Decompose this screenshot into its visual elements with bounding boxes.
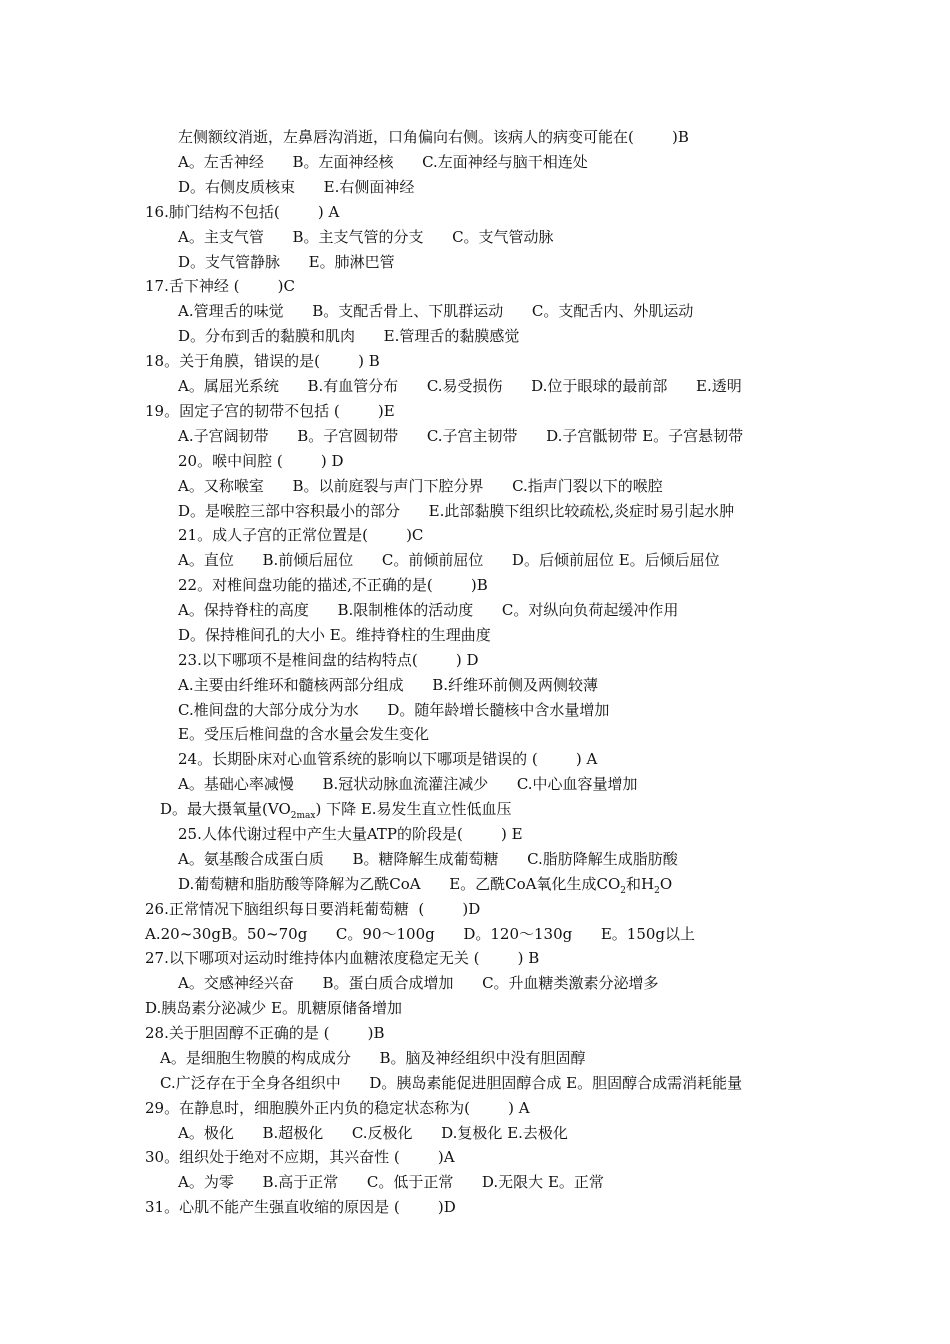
question-17-options-2: D。分布到舌的黏膜和肌肉 E.管理舌的黏膜感觉 [178, 327, 520, 345]
question-24-options-2: D。最大摄氧量$(VO_{2max})$ 下降 E.易发生直立性低血压 [160, 800, 512, 821]
question-25-options-1: A。氨基酸合成蛋白质 B。糖降解生成葡萄糖 C.脂肪降解生成脂肪酸 [178, 850, 678, 868]
question-28-options-1: A。是细胞生物膜的构成成分 B。脑及神经组织中没有胆固醇 [160, 1049, 586, 1067]
question-20-options-1: A。又称喉室 B。以前庭裂与声门下腔分界 C.指声门裂以下的喉腔 [178, 477, 663, 495]
question-27-options-2: D.胰岛素分泌减少 E。肌糖原储备增加 [145, 999, 402, 1017]
question-25-stem: 25.人体代谢过程中产生大量ATP的阶段是( ) E [178, 825, 523, 843]
question-24-options-1: A。基础心率减慢 B.冠状动脉血流灌注减少 C.中心血容量增加 [178, 775, 638, 793]
question-30-options: A。为零 B.高于正常 C。低于正常 D.无限大 E。正常 [178, 1173, 604, 1191]
question-23-stem: 23.以下哪项不是椎间盘的结构特点( ) D [178, 651, 479, 669]
question-25-options-2: D.葡萄糖和脂肪酸等降解为乙酰CoA E。乙酰CoA氧化生成$CO_2$和$H_2O$ [178, 875, 673, 896]
question-20-options-2: D。是喉腔三部中容积最小的部分 E.此部黏膜下组织比较疏松,炎症时易引起水肿 [178, 502, 735, 520]
question-28-stem: 28.关于胆固醇不正确的是 ( )B [145, 1024, 385, 1042]
question-15-options-2: D。右侧皮质核束 E.右侧面神经 [178, 178, 415, 196]
question-24-stem: 24。长期卧床对心血管系统的影响以下哪项是错误的 ( ) A [178, 750, 598, 768]
question-20-stem: 20。喉中间腔 ( ) D [178, 452, 344, 470]
question-22-stem: 22。对椎间盘功能的描述,不正确的是( )B [178, 576, 488, 594]
question-16-stem: 16.肺门结构不包括( ) A [145, 203, 340, 221]
question-23-options-2: C.椎间盘的大部分成分为水 D。随年龄增长髓核中含水量增加 [178, 701, 610, 719]
question-26-options: A.20~30gB。50~70g C。90～100g D。120～130g E。150g以上 [145, 925, 696, 943]
question-31-stem: 31。心肌不能产生强直收缩的原因是 ( )D [145, 1198, 456, 1216]
question-19-options: A.子宫阔韧带 B。子宫圆韧带 C.子宫主韧带 D.子宫骶韧带 E。子宫悬韧带 [178, 427, 744, 445]
question-28-options-2: C.广泛存在于全身各组织中 D。胰岛素能促进胆固醇合成 E。胆固醇合成需消耗能量 [160, 1074, 743, 1092]
question-16-options-2: D。支气管静脉 E。肺淋巴管 [178, 253, 395, 271]
question-23-options-3: E。受压后椎间盘的含水量会发生变化 [178, 725, 429, 743]
question-19-stem: 19。固定子宫的韧带不包括 ( )E [145, 402, 395, 420]
question-22-options-2: D。保持椎间孔的大小 E。维持脊柱的生理曲度 [178, 626, 491, 644]
question-29-options: A。极化 B.超极化 C.反极化 D.复极化 E.去极化 [178, 1124, 568, 1142]
question-21-stem: 21。成人子宫的正常位置是( )C [178, 526, 424, 544]
question-26-stem: 26.正常情况下脑组织每日要消耗葡萄糖 ( )D [145, 900, 481, 918]
question-15-stem: 左侧额纹消逝，左鼻唇沟消逝，口角偏向右侧。该病人的病变可能在( )B [178, 128, 689, 146]
question-30-stem: 30。组织处于绝对不应期，其兴奋性 ( )A [145, 1148, 455, 1166]
question-15-options-1: A。左舌神经 B。左面神经核 C.左面神经与脑干相连处 [178, 153, 588, 171]
question-17-stem: 17.舌下神经 ( )C [145, 277, 295, 295]
question-18-options: A。属屈光系统 B.有血管分布 C.易受损伤 D.位于眼球的最前部 E.透明 [178, 377, 742, 395]
question-23-options-1: A.主要由纤维环和髓核两部分组成 B.纤维环前侧及两侧较薄 [178, 676, 599, 694]
question-27-stem: 27.以下哪项对运动时维持体内血糖浓度稳定无关 ( ) B [145, 949, 540, 967]
question-18-stem: 18。关于角膜，错误的是( ) B [145, 352, 380, 370]
question-21-options: A。直位 B.前倾后屈位 C。前倾前屈位 D。后倾前屈位 E。后倾后屈位 [178, 551, 720, 569]
question-17-options-1: A.管理舌的味觉 B。支配舌骨上、下肌群运动 C。支配舌内、外肌运动 [178, 302, 694, 320]
question-16-options-1: A。主支气管 B。主支气管的分支 C。支气管动脉 [178, 228, 554, 246]
question-29-stem: 29。在静息时，细胞膜外正内负的稳定状态称为( ) A [145, 1099, 530, 1117]
question-22-options-1: A。保持脊柱的高度 B.限制椎体的活动度 C。对纵向负荷起缓冲作用 [178, 601, 679, 619]
question-27-options-1: A。交感神经兴奋 B。蛋白质合成增加 C。升血糖类激素分泌增多 [178, 974, 659, 992]
